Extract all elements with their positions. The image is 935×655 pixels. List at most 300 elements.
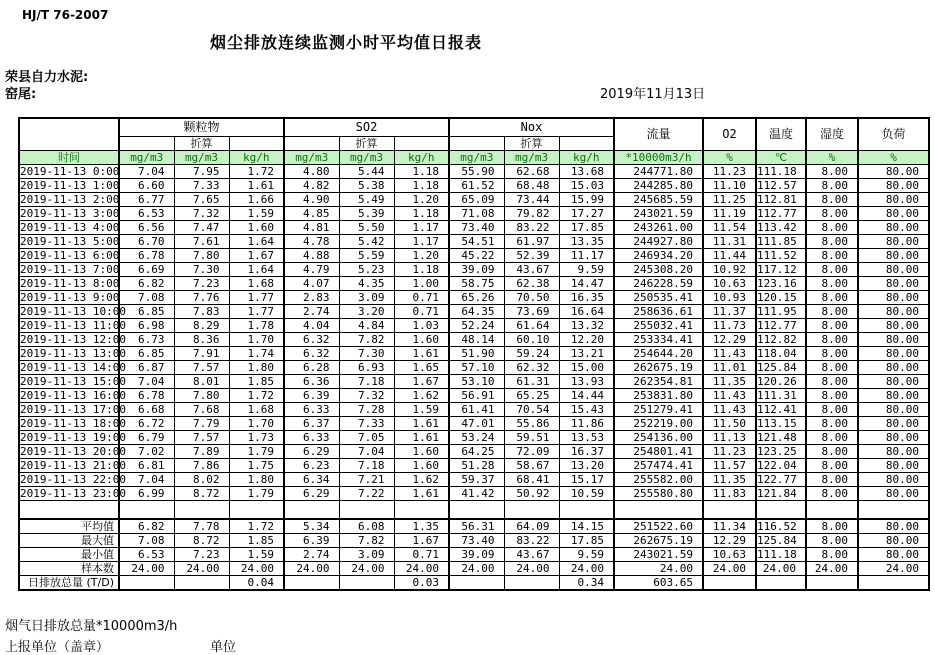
value-cell: 123.25 xyxy=(756,445,806,459)
value-cell: 6.08 xyxy=(339,519,394,534)
value-cell: 122.04 xyxy=(756,459,806,473)
table-row xyxy=(19,417,929,431)
value-cell: 7.32 xyxy=(174,207,229,221)
value-cell: 65.09 xyxy=(449,193,504,207)
value-cell: 7.18 xyxy=(339,459,394,473)
value-cell: 3.09 xyxy=(339,291,394,305)
table-row xyxy=(19,193,929,207)
value-cell: 8.00 xyxy=(806,193,858,207)
unit-header-mg: mg/m3 xyxy=(504,151,559,165)
time-cell: 2019-11-13 15:00 xyxy=(20,375,126,388)
value-cell: 5.39 xyxy=(339,207,394,221)
value-cell: 11.13 xyxy=(703,431,756,445)
empty-cell xyxy=(174,501,229,520)
value-cell: 11.34 xyxy=(703,519,756,534)
value-cell: 4.78 xyxy=(284,235,339,249)
value-cell: 80.00 xyxy=(858,417,929,431)
value-cell: 73.44 xyxy=(504,193,559,207)
value-cell: 113.42 xyxy=(756,221,806,235)
value-cell: 16.37 xyxy=(559,445,614,459)
value-cell: 13.93 xyxy=(559,375,614,389)
value-cell: 1.85 xyxy=(229,375,284,389)
empty-cell xyxy=(858,501,929,520)
value-cell: 7.04 xyxy=(119,473,174,487)
value-cell: 61.64 xyxy=(504,319,559,333)
value-cell: 125.84 xyxy=(756,361,806,375)
value-cell: 111.95 xyxy=(756,305,806,319)
value-cell: 43.67 xyxy=(504,263,559,277)
value-cell: 55.86 xyxy=(504,417,559,431)
value-cell: 64.09 xyxy=(504,519,559,534)
value-cell: 83.22 xyxy=(504,534,559,548)
value-cell: 1.75 xyxy=(229,459,284,473)
value-cell xyxy=(284,576,339,591)
value-cell: 24.00 xyxy=(284,562,339,576)
value-cell: 117.12 xyxy=(756,263,806,277)
table-row xyxy=(19,347,929,361)
time-cell: 2019-11-13 4:00 xyxy=(20,221,120,234)
value-cell: 254644.20 xyxy=(614,347,703,361)
value-cell: 8.00 xyxy=(806,375,858,389)
value-cell xyxy=(119,576,174,591)
value-cell: 56.91 xyxy=(449,389,504,403)
value-cell: 24.00 xyxy=(703,562,756,576)
value-cell: 72.09 xyxy=(504,445,559,459)
value-cell: 3.09 xyxy=(339,548,394,562)
sub-header-converted: 折算 xyxy=(339,137,394,151)
value-cell: 15.17 xyxy=(559,473,614,487)
value-cell: 1.18 xyxy=(394,165,449,179)
value-cell: 2.83 xyxy=(284,291,339,305)
value-cell: 7.80 xyxy=(174,249,229,263)
value-cell: 7.33 xyxy=(174,179,229,193)
value-cell: 111.18 xyxy=(756,165,806,179)
value-cell: 6.33 xyxy=(284,403,339,417)
value-cell: 24.00 xyxy=(504,562,559,576)
value-cell: 255580.80 xyxy=(614,487,703,501)
value-cell: 24.00 xyxy=(756,562,806,576)
value-cell: 80.00 xyxy=(858,487,929,501)
value-cell: 1.61 xyxy=(394,431,449,445)
time-cell: 2019-11-13 10:00 xyxy=(20,305,126,318)
time-cell: 2019-11-13 23:00 xyxy=(20,487,126,500)
value-cell: 52.39 xyxy=(504,249,559,263)
value-cell: 1.59 xyxy=(229,548,284,562)
value-cell: 7.68 xyxy=(174,403,229,417)
unit-header-temp: ℃ xyxy=(756,151,806,165)
value-cell: 7.18 xyxy=(339,375,394,389)
value-cell: 1.77 xyxy=(229,291,284,305)
time-cell: 2019-11-13 19:00 xyxy=(20,431,126,444)
value-cell: 80.00 xyxy=(858,333,929,347)
value-cell: 255032.41 xyxy=(614,319,703,333)
value-cell: 8.00 xyxy=(806,487,858,501)
value-cell: 64.25 xyxy=(449,445,504,459)
table-row xyxy=(19,291,929,305)
value-cell: 7.95 xyxy=(174,165,229,179)
value-cell: 80.00 xyxy=(858,305,929,319)
value-cell: 65.26 xyxy=(449,291,504,305)
value-cell: 64.35 xyxy=(449,305,504,319)
value-cell: 1.59 xyxy=(394,403,449,417)
value-cell: 4.85 xyxy=(284,207,339,221)
value-cell: 1.64 xyxy=(229,263,284,277)
value-cell: 11.73 xyxy=(703,319,756,333)
value-cell: 80.00 xyxy=(858,193,929,207)
value-cell: 0.71 xyxy=(394,305,449,319)
value-cell: 8.00 xyxy=(806,263,858,277)
value-cell: 10.63 xyxy=(703,548,756,562)
value-cell: 6.73 xyxy=(119,333,174,347)
value-cell: 61.52 xyxy=(449,179,504,193)
value-cell: 80.00 xyxy=(858,207,929,221)
value-cell: 7.21 xyxy=(339,473,394,487)
value-cell: 5.23 xyxy=(339,263,394,277)
value-cell: 1.72 xyxy=(229,519,284,534)
value-cell: 251522.60 xyxy=(614,519,703,534)
value-cell xyxy=(174,576,229,591)
summary-row xyxy=(19,519,929,534)
table-row xyxy=(19,305,929,319)
value-cell: 80.00 xyxy=(858,249,929,263)
unit-header-kgh: kg/h xyxy=(229,151,284,165)
value-cell: 47.01 xyxy=(449,417,504,431)
value-cell: 24.00 xyxy=(806,562,858,576)
value-cell: 1.60 xyxy=(394,459,449,473)
value-cell: 61.31 xyxy=(504,375,559,389)
value-cell: 52.24 xyxy=(449,319,504,333)
report-date: 2019年11月13日 xyxy=(600,87,706,102)
time-column-header: 时间 xyxy=(19,151,119,165)
value-cell: 80.00 xyxy=(858,361,929,375)
value-cell: 120.26 xyxy=(756,375,806,389)
time-cell: 2019-11-13 2:00 xyxy=(20,193,120,206)
time-cell: 2019-11-13 12:00 xyxy=(20,333,126,346)
empty-cell xyxy=(229,501,284,520)
value-cell: 45.22 xyxy=(449,249,504,263)
value-cell: 15.99 xyxy=(559,193,614,207)
value-cell: 11.10 xyxy=(703,179,756,193)
value-cell: 54.51 xyxy=(449,235,504,249)
sub-header-converted: 折算 xyxy=(504,137,559,151)
value-cell: 120.15 xyxy=(756,291,806,305)
value-cell: 80.00 xyxy=(858,319,929,333)
value-cell: 253831.80 xyxy=(614,389,703,403)
value-cell: 1.03 xyxy=(394,319,449,333)
value-cell: 7.83 xyxy=(174,305,229,319)
value-cell: 1.62 xyxy=(394,473,449,487)
value-cell: 7.32 xyxy=(339,389,394,403)
value-cell: 1.68 xyxy=(229,277,284,291)
value-cell: 12.29 xyxy=(703,534,756,548)
unit-header-pct: % xyxy=(806,151,858,165)
value-cell: 73.40 xyxy=(449,534,504,548)
value-cell: 7.80 xyxy=(174,389,229,403)
value-cell: 80.00 xyxy=(858,548,929,562)
value-cell: 5.59 xyxy=(339,249,394,263)
value-cell: 80.00 xyxy=(858,389,929,403)
value-cell: 7.08 xyxy=(119,534,174,548)
value-cell: 0.71 xyxy=(394,548,449,562)
value-cell: 80.00 xyxy=(858,403,929,417)
summary-row xyxy=(19,562,929,576)
value-cell: 8.00 xyxy=(806,519,858,534)
value-cell: 80.00 xyxy=(858,235,929,249)
value-cell: 53.10 xyxy=(449,375,504,389)
table-row xyxy=(19,473,929,487)
value-cell: 11.35 xyxy=(703,375,756,389)
value-cell: 121.48 xyxy=(756,431,806,445)
value-cell: 7.04 xyxy=(119,375,174,389)
value-cell: 4.84 xyxy=(339,319,394,333)
separator-row xyxy=(19,501,929,520)
value-cell: 79.82 xyxy=(504,207,559,221)
value-cell: 80.00 xyxy=(858,375,929,389)
value-cell: 4.04 xyxy=(284,319,339,333)
value-cell: 7.30 xyxy=(339,347,394,361)
value-cell: 8.00 xyxy=(806,431,858,445)
value-cell: 8.00 xyxy=(806,548,858,562)
unit-header-flow: *10000m3/h xyxy=(614,151,703,165)
time-cell: 2019-11-13 9:00 xyxy=(20,291,120,304)
value-cell: 7.57 xyxy=(174,361,229,375)
value-cell: 17.27 xyxy=(559,207,614,221)
value-cell xyxy=(806,576,858,591)
value-cell: 50.92 xyxy=(504,487,559,501)
value-cell: 7.76 xyxy=(174,291,229,305)
value-cell: 15.00 xyxy=(559,361,614,375)
value-cell: 6.81 xyxy=(119,459,174,473)
value-cell: 5.34 xyxy=(284,519,339,534)
value-cell: 8.72 xyxy=(174,487,229,501)
value-cell: 603.65 xyxy=(614,576,703,591)
value-cell: 4.80 xyxy=(284,165,339,179)
table-row xyxy=(19,403,929,417)
value-cell: 68.48 xyxy=(504,179,559,193)
value-cell: 7.30 xyxy=(174,263,229,277)
value-cell: 13.35 xyxy=(559,235,614,249)
value-cell: 8.00 xyxy=(806,319,858,333)
value-cell: 6.36 xyxy=(284,375,339,389)
table-row xyxy=(19,263,929,277)
value-cell: 111.18 xyxy=(756,548,806,562)
value-cell: 24.00 xyxy=(174,562,229,576)
value-cell: 1.67 xyxy=(229,249,284,263)
value-cell: 6.53 xyxy=(119,207,174,221)
value-cell: 7.23 xyxy=(174,277,229,291)
value-cell: 61.97 xyxy=(504,235,559,249)
value-cell: 7.78 xyxy=(174,519,229,534)
empty-cell xyxy=(284,501,339,520)
value-cell: 24.00 xyxy=(394,562,449,576)
summary-row xyxy=(19,534,929,548)
value-cell: 7.05 xyxy=(339,431,394,445)
sub-header-blank xyxy=(449,137,504,151)
empty-cell xyxy=(614,501,703,520)
value-cell: 8.00 xyxy=(806,305,858,319)
value-cell: 11.44 xyxy=(703,249,756,263)
value-cell: 80.00 xyxy=(858,221,929,235)
value-cell: 7.22 xyxy=(339,487,394,501)
value-cell: 6.28 xyxy=(284,361,339,375)
value-cell: 17.85 xyxy=(559,534,614,548)
value-cell: 11.86 xyxy=(559,417,614,431)
value-cell: 80.00 xyxy=(858,291,929,305)
value-cell: 257474.41 xyxy=(614,459,703,473)
value-cell: 1.72 xyxy=(229,389,284,403)
value-cell: 1.80 xyxy=(229,473,284,487)
table-row xyxy=(19,235,929,249)
value-cell: 8.00 xyxy=(806,361,858,375)
page-title: 烟尘排放连续监测小时平均值日报表 xyxy=(210,33,483,52)
value-cell: 0.71 xyxy=(394,291,449,305)
value-cell: 7.47 xyxy=(174,221,229,235)
value-cell: 24.00 xyxy=(559,562,614,576)
value-cell: 7.86 xyxy=(174,459,229,473)
summary-label xyxy=(19,519,119,534)
value-cell: 11.37 xyxy=(703,305,756,319)
standard-number: HJ/T 76-2007 xyxy=(22,8,109,22)
value-cell: 5.49 xyxy=(339,193,394,207)
value-cell: 61.41 xyxy=(449,403,504,417)
summary-label-text: 日排放总量 (T/D) xyxy=(28,576,114,589)
value-cell: 1.61 xyxy=(394,487,449,501)
value-cell: 7.82 xyxy=(339,534,394,548)
value-cell: 6.37 xyxy=(284,417,339,431)
value-cell: 7.08 xyxy=(119,291,174,305)
value-cell: 11.25 xyxy=(703,193,756,207)
value-cell: 8.00 xyxy=(806,417,858,431)
value-cell: 255582.00 xyxy=(614,473,703,487)
value-cell: 80.00 xyxy=(858,179,929,193)
value-cell: 62.68 xyxy=(504,165,559,179)
value-cell: 7.65 xyxy=(174,193,229,207)
value-cell: 262675.19 xyxy=(614,534,703,548)
value-cell: 80.00 xyxy=(858,263,929,277)
value-cell: 55.90 xyxy=(449,165,504,179)
value-cell: 6.33 xyxy=(284,431,339,445)
value-cell: 1.73 xyxy=(229,431,284,445)
value-cell: 112.81 xyxy=(756,193,806,207)
value-cell: 7.04 xyxy=(119,165,174,179)
value-cell: 1.20 xyxy=(394,249,449,263)
value-cell: 80.00 xyxy=(858,519,929,534)
value-cell: 245308.20 xyxy=(614,263,703,277)
value-cell: 8.02 xyxy=(174,473,229,487)
value-cell: 11.17 xyxy=(559,249,614,263)
value-cell: 65.25 xyxy=(504,389,559,403)
table-row xyxy=(19,389,929,403)
sub-header-blank xyxy=(119,137,174,151)
unit-header-mg: mg/m3 xyxy=(284,151,339,165)
value-cell: 56.31 xyxy=(449,519,504,534)
sub-header-blank xyxy=(284,137,339,151)
value-cell: 6.87 xyxy=(119,361,174,375)
value-cell: 1.70 xyxy=(229,417,284,431)
value-cell: 1.61 xyxy=(394,347,449,361)
value-cell: 24.00 xyxy=(614,562,703,576)
value-cell: 1.61 xyxy=(394,417,449,431)
time-cell: 2019-11-13 22:00 xyxy=(20,473,126,486)
time-cell: 2019-11-13 11:00 xyxy=(20,319,126,332)
value-cell xyxy=(756,576,806,591)
empty-cell xyxy=(449,501,504,520)
value-cell: 80.00 xyxy=(858,473,929,487)
value-cell: 0.03 xyxy=(394,576,449,591)
value-cell: 8.00 xyxy=(806,165,858,179)
value-cell: 112.82 xyxy=(756,333,806,347)
sub-header-converted: 折算 xyxy=(174,137,229,151)
summary-label xyxy=(19,562,119,576)
value-cell: 245685.59 xyxy=(614,193,703,207)
time-cell: 2019-11-13 5:00 xyxy=(20,235,120,248)
value-cell: 1.67 xyxy=(394,375,449,389)
summary-label xyxy=(19,534,119,548)
empty-cell xyxy=(703,501,756,520)
value-cell: 57.10 xyxy=(449,361,504,375)
value-cell: 1.80 xyxy=(229,361,284,375)
value-cell: 60.10 xyxy=(504,333,559,347)
table-row xyxy=(19,207,929,221)
value-cell: 243021.59 xyxy=(614,548,703,562)
value-cell: 8.00 xyxy=(806,179,858,193)
empty-cell xyxy=(806,501,858,520)
value-cell: 6.29 xyxy=(284,445,339,459)
value-cell: 62.32 xyxy=(504,361,559,375)
value-cell: 1.77 xyxy=(229,305,284,319)
time-cell: 2019-11-13 8:00 xyxy=(20,277,120,290)
value-cell: 5.44 xyxy=(339,165,394,179)
value-cell: 113.15 xyxy=(756,417,806,431)
empty-cell xyxy=(559,501,614,520)
value-cell: 1.18 xyxy=(394,207,449,221)
value-cell: 8.36 xyxy=(174,333,229,347)
time-cell: 2019-11-13 21:00 xyxy=(20,459,126,472)
time-cell: 2019-11-13 7:00 xyxy=(20,263,120,276)
value-cell: 6.34 xyxy=(284,473,339,487)
table-row xyxy=(19,249,929,263)
value-cell: 15.43 xyxy=(559,403,614,417)
value-cell: 6.82 xyxy=(119,277,174,291)
time-cell: 2019-11-13 18:00 xyxy=(20,417,126,430)
value-cell: 4.90 xyxy=(284,193,339,207)
empty-cell xyxy=(394,501,449,520)
value-cell: 8.00 xyxy=(806,333,858,347)
value-cell: 7.33 xyxy=(339,417,394,431)
value-cell: 8.00 xyxy=(806,445,858,459)
value-cell: 1.60 xyxy=(229,221,284,235)
value-cell: 17.85 xyxy=(559,221,614,235)
value-cell: 111.85 xyxy=(756,235,806,249)
value-cell: 11.43 xyxy=(703,347,756,361)
value-cell: 1.61 xyxy=(229,179,284,193)
value-cell: 1.18 xyxy=(394,179,449,193)
value-cell: 244771.80 xyxy=(614,165,703,179)
value-cell: 71.08 xyxy=(449,207,504,221)
value-cell: 6.85 xyxy=(119,305,174,319)
report-table xyxy=(18,117,930,591)
value-cell: 8.00 xyxy=(806,534,858,548)
value-cell: 39.09 xyxy=(449,548,504,562)
value-cell: 8.00 xyxy=(806,473,858,487)
value-cell: 1.35 xyxy=(394,519,449,534)
value-cell: 6.79 xyxy=(119,431,174,445)
value-cell: 6.93 xyxy=(339,361,394,375)
value-cell: 121.84 xyxy=(756,487,806,501)
value-cell: 1.64 xyxy=(229,235,284,249)
value-cell: 58.67 xyxy=(504,459,559,473)
value-cell: 6.69 xyxy=(119,263,174,277)
